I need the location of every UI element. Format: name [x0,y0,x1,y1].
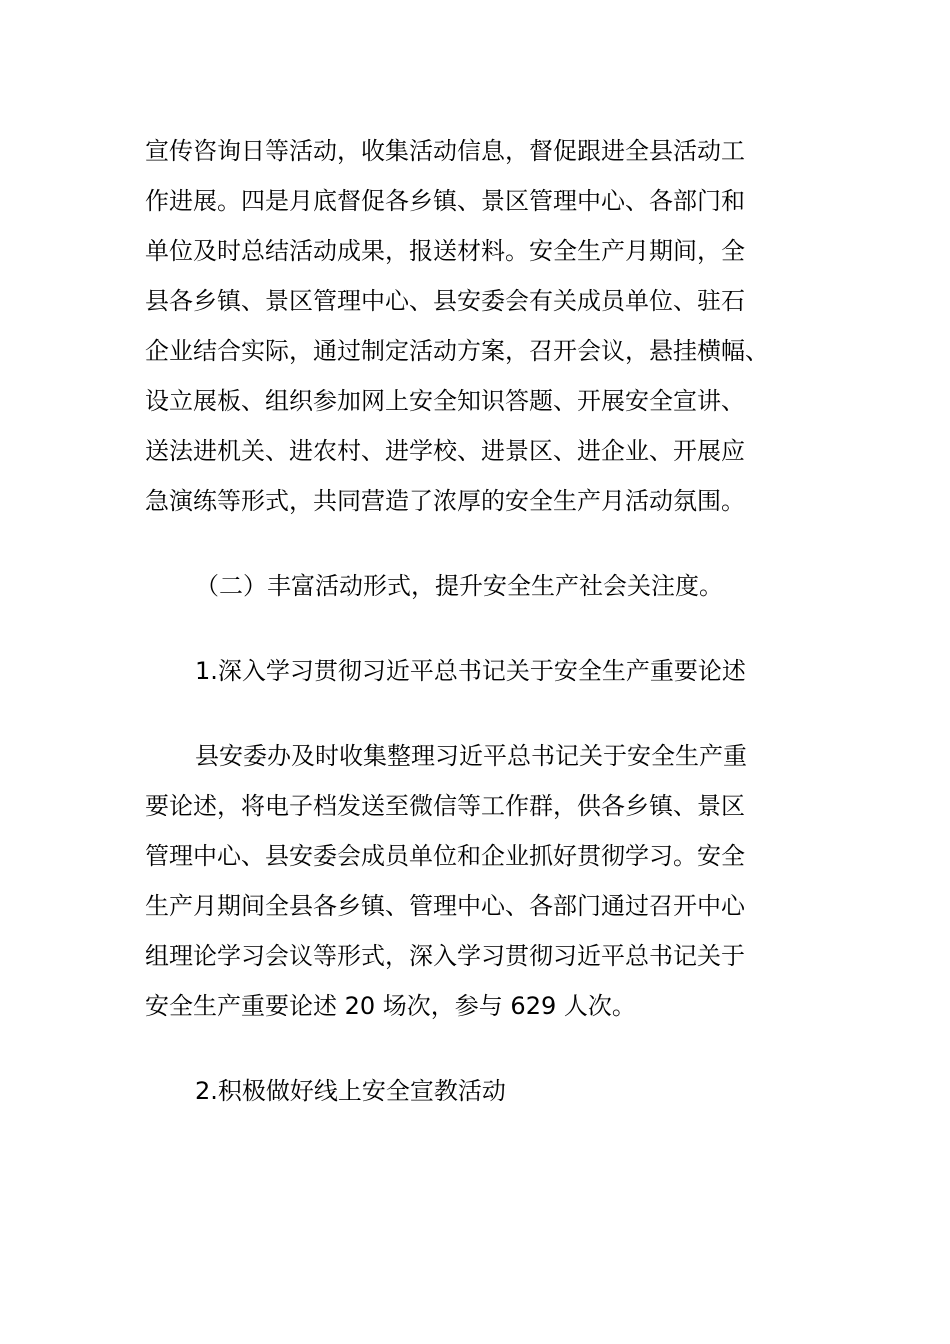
paragraph-line: 设立展板、组织参加网上安全知识答题、开展安全宣讲、 [145,387,745,415]
paragraph-line: 县安委办及时收集整理习近平总书记关于安全生产重 [195,742,747,770]
paragraph-line: 管理中心、县安委会成员单位和企业抓好贯彻学习。安全 [145,842,745,870]
paragraph-line: 组理论学习会议等形式，深入学习贯彻习近平总书记关于 [145,942,745,970]
paragraph-line: 单位及时总结活动成果，报送材料。安全生产月期间，全 [145,237,745,265]
paragraph-line: 急演练等形式，共同营造了浓厚的安全生产月活动氛围。 [145,487,745,515]
paragraph-line: 县各乡镇、景区管理中心、县安委会有关成员单位、驻石 [145,287,745,315]
paragraph-line: 生产月期间全县各乡镇、管理中心、各部门通过召开中心 [145,892,745,920]
paragraph-line: 宣传咨询日等活动，收集活动信息，督促跟进全县活动工 [145,137,745,165]
paragraph-line: 送法进机关、进农村、进学校、进景区、进企业、开展应 [145,437,745,465]
section-heading: （二）丰富活动形式，提升安全生产社会关注度。 [195,572,723,600]
paragraph-line: 作进展。四是月底督促各乡镇、景区管理中心、各部门和 [145,187,745,215]
paragraph-line: 安全生产重要论述 20 场次，参与 629 人次。 [145,992,636,1020]
paragraph-line: 企业结合实际，通过制定活动方案，召开会议，悬挂横幅、 [145,337,769,365]
subsection-heading: 1.深入学习贯彻习近平总书记关于安全生产重要论述 [195,657,746,685]
subsection-heading: 2.积极做好线上安全宣教活动 [195,1077,506,1105]
paragraph-line: 要论述，将电子档发送至微信等工作群，供各乡镇、景区 [145,792,745,820]
